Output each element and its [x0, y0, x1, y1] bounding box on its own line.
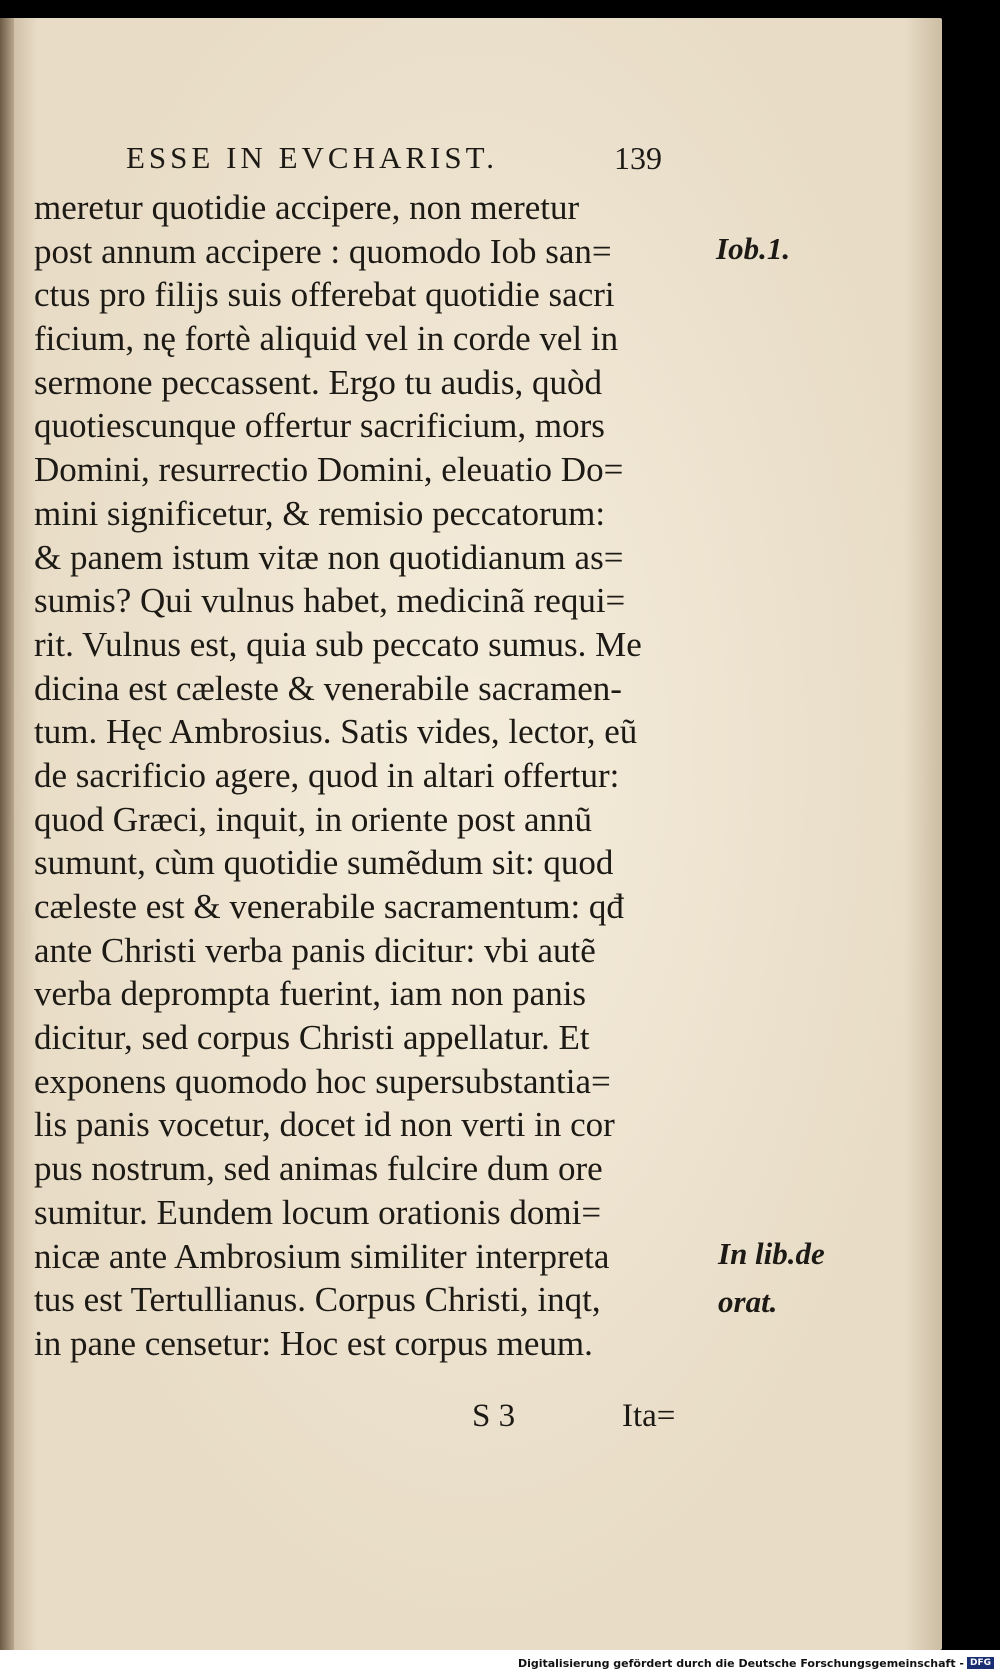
text-line: & panem istum vitæ non quotidianum as= — [34, 537, 624, 577]
text-line: sumis? Qui vulnus habet, medicinã requi= — [34, 581, 626, 621]
text-line: ante Christi verba panis dicitur: vbi autẽ — [34, 930, 596, 970]
text-line: in pane censetur: Hoc est corpus meum. — [34, 1323, 593, 1363]
text-line: sumunt, cùm quotidie sumẽdum sit: quod — [34, 843, 614, 883]
text-line: rit. Vulnus est, quia sub peccato sumus. Me — [34, 624, 642, 664]
text-line: exponens quomodo hoc supersubstantia= — [34, 1061, 611, 1101]
catchword: Ita= — [622, 1398, 676, 1434]
text-line: dicitur, sed corpus Christi appellatur. Et — [34, 1018, 590, 1058]
text-line: de sacrificio agere, quod in altari offertur: — [34, 755, 620, 795]
text-line: nicæ ante Ambrosium similiter interpreta — [34, 1236, 610, 1276]
text-line: ctus pro filijs suis offerebat quotidie sacri — [34, 275, 615, 315]
text-line: dicina est cæleste & venerabile sacramen- — [34, 668, 622, 708]
marginal-note-tertullian — [718, 1230, 825, 1326]
text-line: pus nostrum, sed animas fulcire dum ore — [34, 1149, 603, 1189]
text-line: quotiescunque offertur sacrificium, mors — [34, 406, 605, 446]
text-line: verba deprompta fuerint, iam non panis — [34, 974, 587, 1014]
marginal-note-job: Iob.1. — [716, 231, 791, 266]
text-line: cæleste est & venerabile sacramentum: qđ — [34, 887, 624, 926]
running-head: ESSE IN EVCHARIST. — [126, 140, 498, 175]
signature-mark: S 3 — [472, 1398, 516, 1434]
text-line: mini significetur, & remisio peccatorum: — [34, 493, 606, 533]
marginal-note-line: In lib.de — [718, 1236, 825, 1271]
text-line: sumitur. Eundem locum orationis domi= — [34, 1192, 602, 1232]
text-line: lis panis vocetur, docet id non verti in cor — [34, 1105, 615, 1145]
text-line: ficium, nę fortè aliquid vel in corde vel in — [34, 319, 619, 359]
body-text — [34, 186, 734, 1366]
binding-gutter — [0, 18, 14, 1650]
text-line: post annum accipere : quomodo Iob san= — [34, 231, 612, 271]
credit-bar — [0, 1650, 1000, 1673]
marginal-note-line: orat. — [718, 1284, 778, 1319]
text-line: Domini, resurrectio Domini, eleuatio Do= — [34, 450, 624, 490]
text-line: tus est Tertullianus. Corpus Christi, inqt, — [34, 1280, 601, 1320]
text-line: sermone peccassent. Ergo tu audis, quòd — [34, 362, 602, 402]
dfg-logo-icon: DFG — [967, 1657, 994, 1669]
text-line: quod Græci, inquit, in oriente post annũ — [34, 799, 592, 839]
digitization-credit: Digitalisierung gefördert durch die Deutsche Forschungsgemeinschaft - — [517, 1657, 964, 1670]
page-number: 139 — [614, 140, 662, 176]
text-line: meretur quotidie accipere, non meretur — [34, 188, 580, 227]
text-line: tum. Hęc Ambrosius. Satis vides, lector, eũ — [34, 712, 638, 752]
